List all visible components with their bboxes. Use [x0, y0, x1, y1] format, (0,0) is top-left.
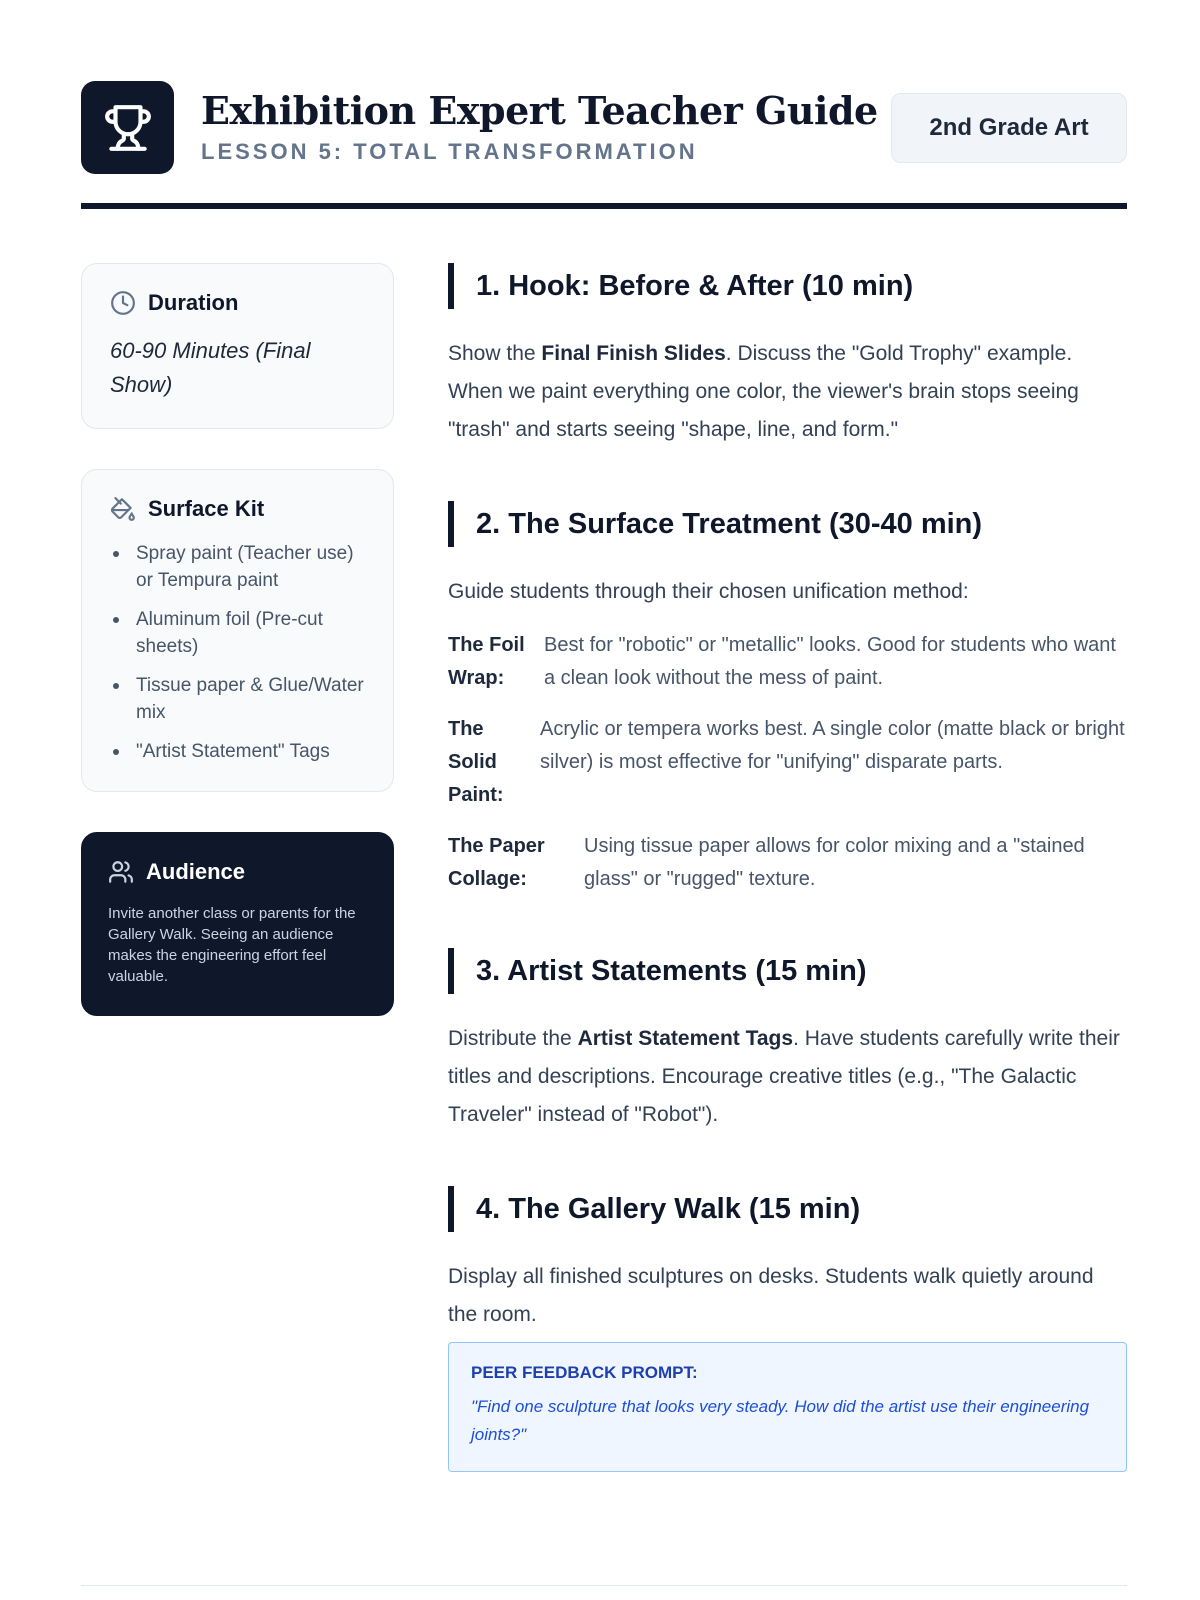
section-text: Show the Final Finish Slides. Discuss the "Gold Trophy" example. When we paint everything one color, the viewer's brain stops seeing "trash" and starts seeing "shape, line, and form." — [448, 342, 1079, 441]
method-paper-collage — [448, 830, 1127, 896]
surface-kit-list — [110, 540, 367, 765]
list-item: Tissue paper & Glue/Water mix — [110, 672, 367, 726]
peer-feedback-box — [448, 1342, 1127, 1472]
audience-card — [81, 832, 394, 1016]
logo-badge — [81, 81, 174, 174]
section-gallery-walk — [448, 1186, 1127, 1472]
section-title: 3. Artist Statements (15 min) — [476, 954, 867, 987]
method-solid-paint — [448, 713, 1127, 812]
section-surface-treatment — [448, 501, 1127, 896]
page-title: Exhibition Expert Teacher Guide — [201, 88, 878, 133]
section-title: 1. Hook: Before & After (10 min) — [476, 269, 914, 302]
section-artist-statements — [448, 948, 1127, 1134]
bold-term: Final Finish Slides — [541, 342, 726, 365]
duration-title: Duration — [148, 290, 239, 315]
feedback-quote: "Find one sculpture that looks very steady. How did the artist use their engineering joints?" — [471, 1397, 1090, 1444]
lesson-steps — [448, 263, 1127, 1524]
method-desc: Using tissue paper allows for color mixing and a "stained glass" or "rugged" texture. — [584, 835, 1085, 890]
teacher-guide-page — [81, 81, 1127, 1581]
section-text: Distribute the Artist Statement Tags. Have students carefully write their titles and descriptions. Encourage creative titles (e.g., "The Galactic Traveler" instead of "Robot"). — [448, 1027, 1120, 1126]
footer-divider — [81, 1585, 1127, 1586]
paint-bucket-icon — [110, 496, 136, 522]
method-label: The Foil Wrap: — [448, 634, 525, 689]
surface-kit-title: Surface Kit — [148, 496, 265, 521]
section-text: Display all finished sculptures on desks. Students walk quietly around the room. — [448, 1265, 1094, 1326]
users-icon — [108, 859, 134, 885]
audience-text: Invite another class or parents for the Gallery Walk. Seeing an audience makes the engineering effort feel valuable. — [108, 905, 356, 985]
method-foil-wrap — [448, 629, 1127, 695]
trophy-icon — [103, 103, 153, 153]
grade-badge: 2nd Grade Art — [891, 93, 1127, 163]
duration-card — [81, 263, 394, 429]
guide-header — [81, 81, 1127, 209]
audience-title: Audience — [146, 859, 246, 884]
section-intro: Guide students through their chosen unification method: — [448, 580, 969, 603]
sidebar — [81, 263, 394, 1056]
list-item: Aluminum foil (Pre-cut sheets) — [110, 606, 367, 660]
section-title: 2. The Surface Treatment (30-40 min) — [476, 507, 983, 540]
list-item: Spray paint (Teacher use) or Tempura paint — [110, 540, 367, 594]
section-hook — [448, 263, 1127, 449]
section-title: 4. The Gallery Walk (15 min) — [476, 1192, 861, 1225]
clock-icon — [110, 290, 136, 316]
method-desc: Acrylic or tempera works best. A single color (matte black or bright silver) is most effective for "unifying" disparate parts. — [540, 718, 1125, 773]
bold-term: Artist Statement Tags — [577, 1027, 794, 1050]
method-label: The Solid Paint: — [448, 718, 504, 806]
duration-value: 60-90 Minutes (Final Show) — [110, 338, 311, 397]
list-item: "Artist Statement" Tags — [110, 738, 367, 765]
feedback-label: PEER FEEDBACK PROMPT: — [471, 1363, 698, 1382]
method-label: The Paper Collage: — [448, 835, 545, 890]
lesson-subtitle: LESSON 5: TOTAL TRANSFORMATION — [201, 139, 698, 164]
surface-kit-card — [81, 469, 394, 792]
method-desc: Best for "robotic" or "metallic" looks. Good for students who want a clean look without the mess of paint. — [544, 634, 1116, 689]
